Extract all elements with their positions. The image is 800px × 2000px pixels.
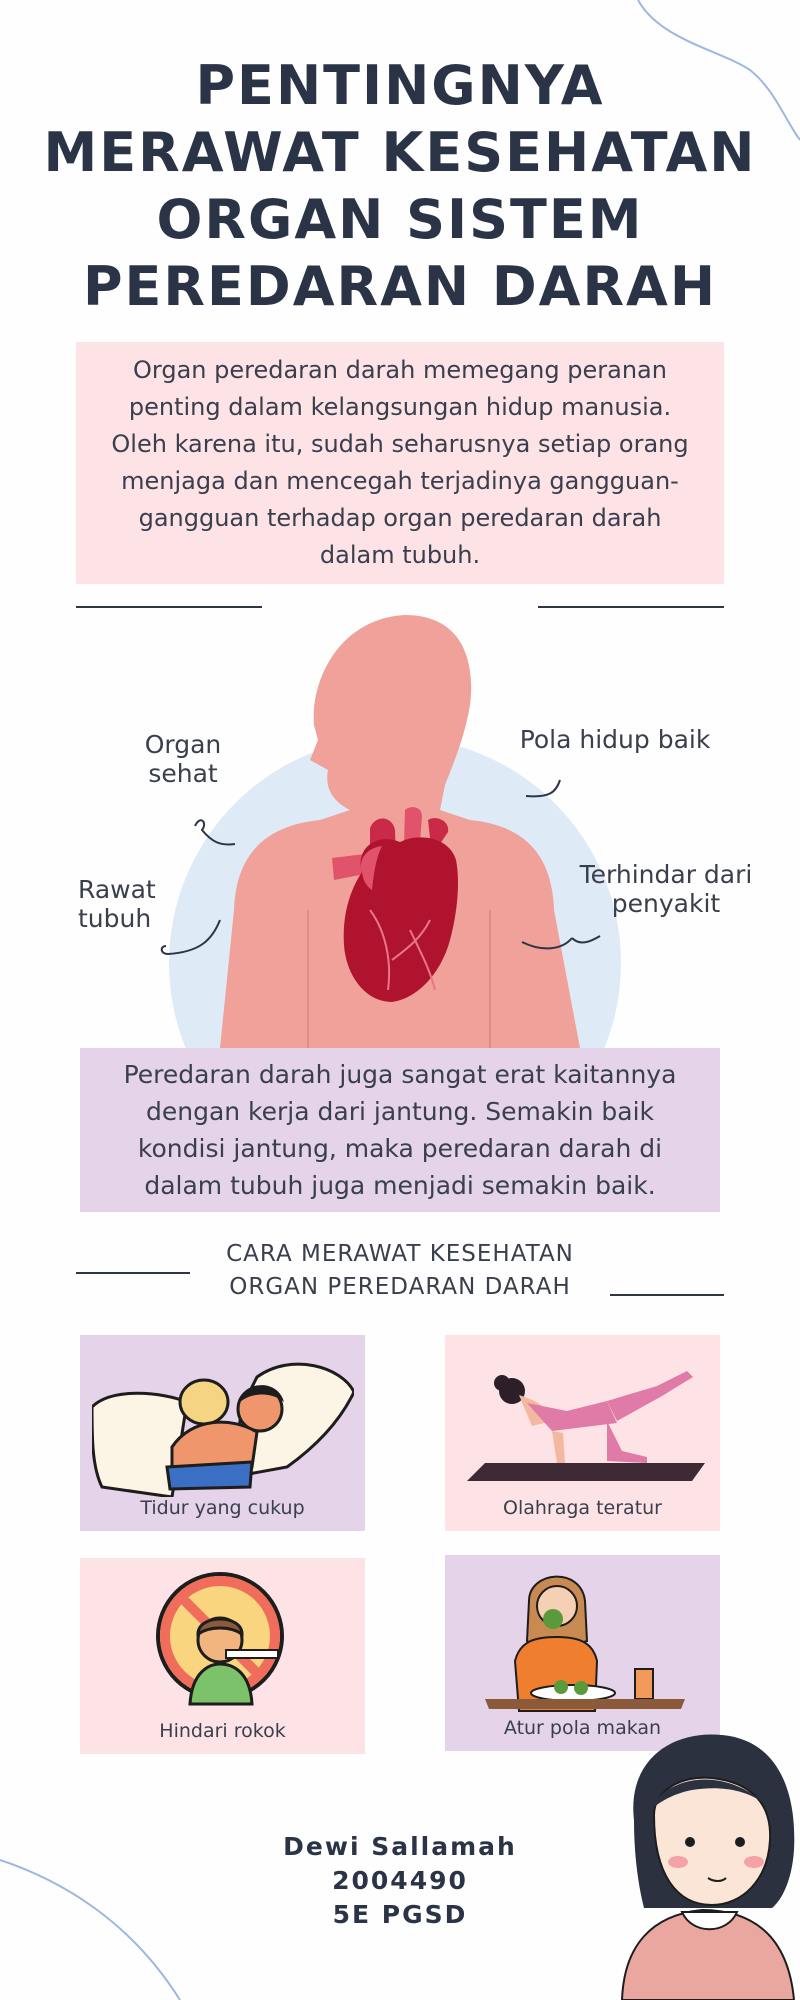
corner-curve-bottom-left: [0, 1850, 200, 2000]
author-name: Dewi Sallamah: [283, 1832, 517, 1861]
section-title: CARA MERAWAT KESEHATAN ORGAN PEREDARAN DARAH: [226, 1241, 574, 1300]
title-line-1: PENTINGNYA: [195, 54, 605, 117]
label-organ-sehat: Organ sehat: [144, 730, 222, 788]
intro-box: [76, 342, 724, 584]
card-sleep: [80, 1335, 365, 1531]
card-exercise-caption: Olahraga teratur: [502, 1497, 662, 1519]
exercise-person-icon: [457, 1351, 707, 1491]
author-id: 2004490: [332, 1866, 468, 1895]
label-terhindar: Terhindar dari penyakit: [579, 860, 753, 918]
author-block: [200, 1830, 600, 1932]
title-line-3: ORGAN SISTEM: [156, 188, 644, 251]
section-divider-right: [610, 1294, 724, 1296]
card-smoke-caption: Hindari rokok: [159, 1720, 286, 1742]
intro-text: Organ peredaran darah memegang peranan penting dalam kelangsungan hidup manusia. Oleh karena itu, sudah seharusnya setiap orang menjaga dan mencegah terjadinya gangguan-gangguan terhadap organ peredaran darah dalam tubuh.: [111, 356, 689, 569]
body-illustration: [160, 610, 630, 1050]
no-smoking-icon: [150, 1566, 290, 1706]
card-sleep-caption: Tidur yang cukup: [140, 1497, 305, 1519]
author-class: 5E PGSD: [332, 1900, 468, 1929]
section-divider-left: [76, 1272, 190, 1274]
card-food: [445, 1555, 720, 1751]
heart-info-box: [80, 1048, 720, 1212]
divider-right: [538, 606, 724, 608]
page-title: [0, 52, 800, 320]
label-pola-hidup: Pola hidup baik: [519, 725, 711, 754]
label-rawat-tubuh: Rawat tubuh: [78, 875, 156, 933]
divider-left: [76, 606, 262, 608]
card-smoke: [80, 1558, 365, 1754]
title-line-4: PEREDARAN DARAH: [82, 255, 718, 318]
eating-person-icon: [485, 1561, 685, 1717]
title-line-2: MERAWAT KESEHATAN: [43, 121, 757, 184]
card-food-caption: Atur pola makan: [503, 1717, 662, 1739]
sleeping-person-icon: [92, 1347, 354, 1497]
card-exercise: [445, 1335, 720, 1531]
heart-info-text: Peredaran darah juga sangat erat kaitannya dengan kerja dari jantung. Semakin baik kondisi jantung, maka peredaran darah di dalam tubuh juga menjadi semakin baik.: [123, 1060, 677, 1200]
girl-avatar: [612, 1730, 800, 2000]
